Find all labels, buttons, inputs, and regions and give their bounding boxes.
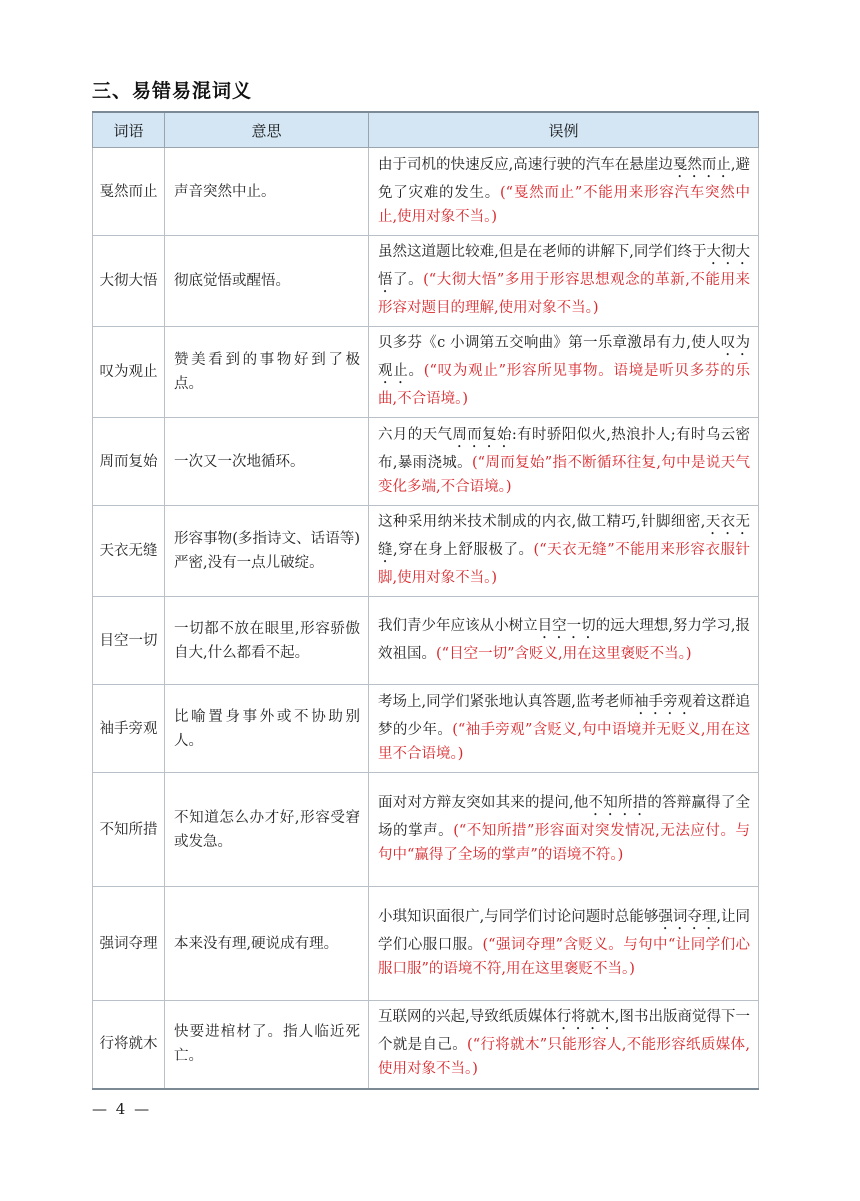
table-row: [93, 887, 759, 1001]
example-text-tail: 。: [408, 363, 424, 379]
word-cell: 大彻大悟: [93, 236, 165, 327]
table-row: [93, 236, 759, 327]
word-cell: 行将就木: [93, 1001, 165, 1089]
word-cell: 目空一切: [93, 597, 165, 685]
example-text: 这种采用纳米技术制成的内衣,做工精巧,针脚细密,: [378, 514, 706, 530]
word-cell: 周而复始: [93, 418, 165, 506]
meaning-cell: 彻底觉悟或醒悟。: [165, 236, 369, 327]
highlighted-idiom: 目空一切: [537, 617, 596, 634]
example-text-tail: 了。: [393, 272, 424, 288]
correction-note: (“戛然而止”不能用来形容汽车突然中止,使用对象不当。): [378, 184, 751, 225]
correction-note: (“目空一切”含贬义,用在这里褒贬不当。): [436, 645, 692, 662]
meaning-cell: 不知道怎么办才好,形容受窘或发急。: [165, 773, 369, 887]
example-text: 面对对方辩友突如其来的提问,他: [378, 794, 589, 811]
table-row: [93, 773, 759, 887]
table-row: [93, 685, 759, 773]
example-cell: [369, 1001, 759, 1089]
example-text-tail: ,图书出版商觉得下一个就是自己。: [378, 1009, 751, 1054]
example-text: 由于司机的快速反应,高速行驶的汽车在悬崖边: [378, 156, 673, 173]
table-row: [93, 418, 759, 506]
meaning-cell: 形容事物(多指诗文、话语等)严密,没有一点儿破绽。: [165, 506, 369, 597]
example-text-tail: ,避免了灾难的发生。: [378, 156, 751, 201]
correction-note: (“不知所措”形容面对突发情况,无法应付。与句中“赢得了全场的掌声”的语境不符。): [378, 822, 751, 863]
highlighted-idiom: 强词夺理: [658, 908, 717, 925]
example-cell: [369, 236, 759, 327]
table-row: [93, 148, 759, 236]
table-row: [93, 327, 759, 418]
example-text: 考场上,同学们紧张地认真答题,监考老师: [378, 693, 634, 710]
word-cell: 袖手旁观: [93, 685, 165, 773]
correction-note: (“大彻大悟”多用于形容思想观念的革新,不能用来形容对题目的理解,使用对象不当。): [378, 272, 751, 316]
highlighted-idiom: 袖手旁观: [633, 693, 692, 710]
table-row: [93, 506, 759, 597]
example-text: 贝多芬《c 小调第五交响曲》第一乐章激昂有力,使人: [378, 335, 721, 351]
word-cell: 戛然而止: [93, 148, 165, 236]
table-row: [93, 1001, 759, 1089]
example-cell: [369, 506, 759, 597]
correction-note: (“叹为观止”形容所见事物。语境是听贝多芬的乐曲,不合语境。): [378, 363, 751, 407]
page-number: — 4 —: [92, 1100, 152, 1118]
word-cell: 强词夺理: [93, 887, 165, 1001]
header-example: 误例: [369, 112, 759, 148]
word-cell: 不知所措: [93, 773, 165, 887]
highlighted-idiom: 大彻大悟: [378, 244, 751, 288]
meaning-cell: 一次又一次地循环。: [165, 418, 369, 506]
example-text: 小琪知识面很广,与同学们讨论问题时总能够: [378, 908, 659, 925]
vocabulary-table: [92, 111, 759, 1090]
example-cell: [369, 887, 759, 1001]
correction-note: (“周而复始”指不断循环往复,句中是说天气变化多端,不合语境。): [378, 454, 751, 495]
example-cell: [369, 773, 759, 887]
highlighted-idiom: 周而复始: [452, 426, 512, 443]
correction-note: (“天衣无缝”不能用来形容衣服针脚,使用对象不当。): [378, 542, 751, 586]
example-cell: [369, 685, 759, 773]
section-title: 三、易错易混词义: [92, 80, 253, 102]
meaning-cell: 一切都不放在眼里,形容骄傲自大,什么都看不起。: [165, 597, 369, 685]
word-cell: 天衣无缝: [93, 506, 165, 597]
highlighted-idiom: 行将就木: [556, 1009, 615, 1026]
example-cell: [369, 327, 759, 418]
example-text: 互联网的兴起,导致纸质媒体: [378, 1009, 557, 1026]
table-header-row: [93, 112, 759, 148]
example-text-tail: 的答辩赢得了全场的掌声。: [378, 794, 751, 839]
correction-note: (“行将就木”只能形容人,不能形容纸质媒体,使用对象不当。): [378, 1037, 750, 1078]
highlighted-idiom: 叹为观止: [378, 335, 751, 379]
example-text-tail: :有时骄阳似火,热浪扑人;有时乌云密布,暴雨浇城。: [378, 426, 751, 471]
correction-note: (“袖手旁观”含贬义,句中语境并无贬义,用在这里不合语境。): [378, 721, 751, 762]
example-cell: [369, 148, 759, 236]
meaning-cell: 本来没有理,硬说成有理。: [165, 887, 369, 1001]
example-text-tail: 的远大理想,努力学习,报效祖国。: [378, 617, 751, 662]
example-text-tail: ,穿在身上舒服极了。: [393, 542, 534, 558]
meaning-cell: 声音突然中止。: [165, 148, 369, 236]
meaning-cell: 比喻置身事外或不协助别人。: [165, 685, 369, 773]
example-cell: [369, 597, 759, 685]
meaning-cell: 快要进棺材了。指人临近死亡。: [165, 1001, 369, 1089]
table-row: [93, 597, 759, 685]
example-text-tail: ,让同学们心服口服。: [378, 908, 751, 953]
example-text: 我们青少年应该从小树立: [378, 617, 538, 634]
meaning-cell: 赞美看到的事物好到了极点。: [165, 327, 369, 418]
correction-note: (“强词夺理”含贬义。与句中“让同学们心服口服”的语境不符,用在这里褒贬不当。): [378, 936, 750, 977]
header-word: 词语: [93, 112, 165, 148]
example-text: 六月的天气: [378, 426, 453, 443]
example-cell: [369, 418, 759, 506]
highlighted-idiom: 不知所措: [588, 794, 648, 811]
header-meaning: 意思: [165, 112, 369, 148]
highlighted-idiom: 戛然而止: [672, 156, 731, 173]
example-text: 虽然这道题比较难,但是在老师的讲解下,同学们终于: [378, 244, 707, 260]
word-cell: 叹为观止: [93, 327, 165, 418]
highlighted-idiom: 天衣无缝: [378, 514, 751, 558]
example-text-tail: 着这群追梦的少年。: [378, 693, 751, 738]
